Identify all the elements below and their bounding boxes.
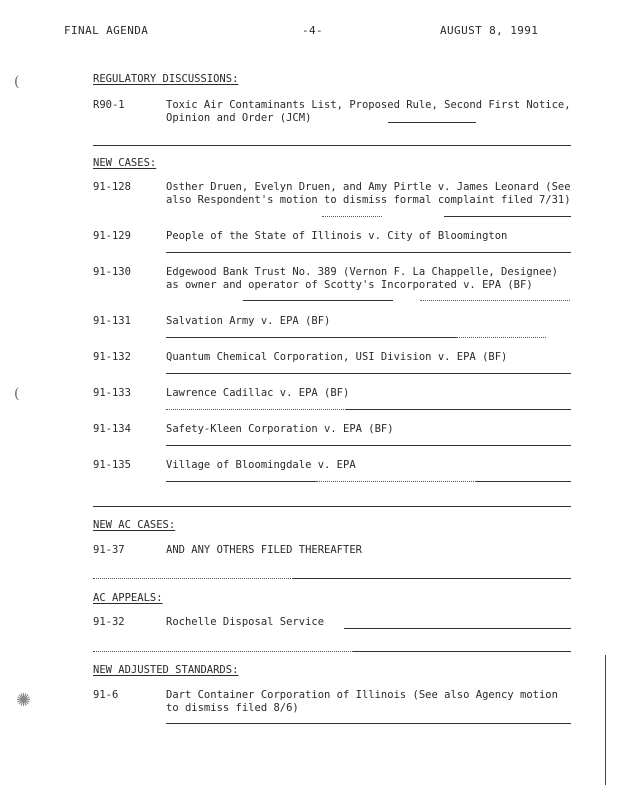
entry-line <box>316 481 476 482</box>
item-text: Village of Bloomingdale v. EPA <box>166 459 356 471</box>
entry-line <box>322 216 382 217</box>
section-new-cases: NEW CASES: <box>93 157 157 169</box>
item-text: Lawrence Cadillac v. EPA (BF) <box>166 387 350 399</box>
entry-line <box>166 723 571 724</box>
section-divider <box>93 506 571 507</box>
item-text: Toxic Air Contaminants List, Proposed Rule, Second First Notice, Opinion and Order (JCM) <box>166 99 571 124</box>
item-text: Osther Druen, Evelyn Druen, and Amy Pirtle v. James Leonard (See also Respondent's motion to dismiss formal complaint filed 7/31) <box>166 181 571 206</box>
entry-line <box>456 337 546 338</box>
entry-line <box>166 409 346 410</box>
item-number: 91-128 <box>93 181 131 193</box>
item-text: Quantum Chemical Corporation, USI Division v. EPA (BF) <box>166 351 508 363</box>
item-text: Rochelle Disposal Service <box>166 616 325 628</box>
hole-punch-icon: ✺ <box>16 690 32 711</box>
header-date: AUGUST 8, 1991 <box>440 24 539 37</box>
item-number: 91-134 <box>93 423 131 435</box>
entry-line <box>346 409 571 410</box>
section-new-adjusted-standards: NEW ADJUSTED STANDARDS: <box>93 664 239 676</box>
item-text: Safety-Kleen Corporation v. EPA (BF) <box>166 423 394 435</box>
section-divider <box>293 578 571 579</box>
item-text: AND ANY OTHERS FILED THEREAFTER <box>166 544 362 556</box>
entry-line <box>93 651 353 652</box>
entry-line <box>344 628 571 629</box>
section-ac-appeals: AC APPEALS: <box>93 592 163 604</box>
header-title: FINAL AGENDA <box>64 24 149 37</box>
entry-line <box>476 481 571 482</box>
item-text: People of the State of Illinois v. City of Bloomington <box>166 230 508 242</box>
item-number: 91-132 <box>93 351 131 363</box>
item-number: 91-133 <box>93 387 131 399</box>
section-new-ac-cases: NEW AC CASES: <box>93 519 176 531</box>
entry-line <box>93 578 293 579</box>
margin-mark-icon: ( <box>14 74 20 90</box>
entry-line <box>243 300 393 301</box>
entry-line <box>444 216 571 217</box>
item-number: 91-129 <box>93 230 131 242</box>
page-number: -4- <box>302 24 324 37</box>
entry-line <box>166 252 571 253</box>
margin-bar <box>605 655 606 785</box>
entry-line <box>420 300 570 301</box>
item-text: Salvation Army v. EPA (BF) <box>166 315 331 327</box>
section-divider <box>93 145 571 146</box>
margin-mark-icon: ( <box>14 386 20 402</box>
entry-line <box>166 445 571 446</box>
item-number: 91-135 <box>93 459 131 471</box>
item-number: 91-37 <box>93 544 125 556</box>
entry-line <box>166 481 316 482</box>
entry-line <box>388 122 476 123</box>
item-number: R90-1 <box>93 99 125 111</box>
item-number: 91-32 <box>93 616 125 628</box>
item-number: 91-131 <box>93 315 131 327</box>
item-text: Edgewood Bank Trust No. 389 (Vernon F. La Chappelle, Designee) as owner and operator of Scotty's Incorporated v. EPA (BF) <box>166 266 558 291</box>
entry-line <box>166 373 571 374</box>
entry-line <box>166 337 456 338</box>
item-text: Dart Container Corporation of Illinois (See also Agency motion to dismiss filed 8/6) <box>166 689 558 714</box>
item-number: 91-130 <box>93 266 131 278</box>
section-regulatory: REGULATORY DISCUSSIONS: <box>93 73 239 85</box>
section-divider <box>353 651 571 652</box>
item-number: 91-6 <box>93 689 119 701</box>
